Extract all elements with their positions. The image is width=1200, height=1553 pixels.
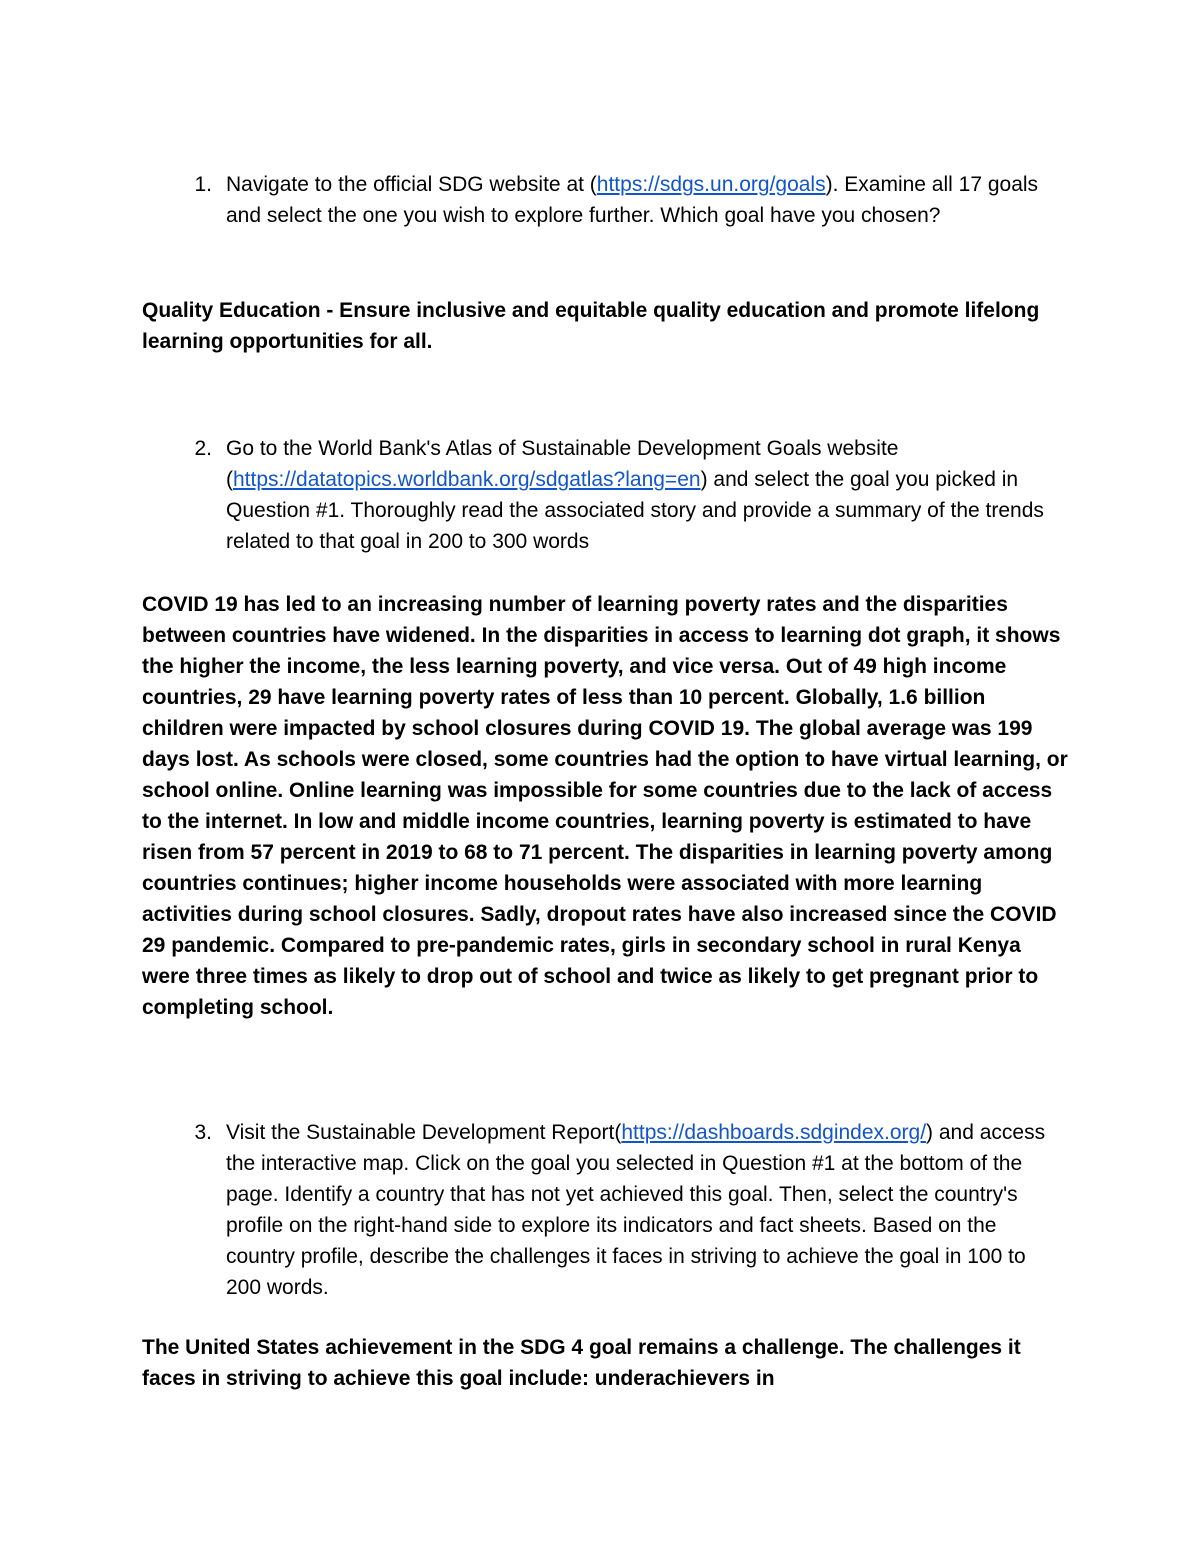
question-2 [142, 433, 1062, 557]
question-number: 1. [194, 173, 212, 196]
answer-3: The United States achievement in the SDG 4 goal remains a challenge. The challenges it faces in striving to achieve this goal include: underachievers in [142, 1336, 1021, 1390]
sdg-index-dashboard-link[interactable]: https://dashboards.sdgindex.org/ [621, 1121, 927, 1144]
answer-1: Quality Education - Ensure inclusive and equitable quality education and promote lifelong learning opportunities for all. [142, 299, 1040, 353]
question-text-before-link: Visit the Sustainable Development Report( [226, 1121, 622, 1144]
question-number: 2. [194, 437, 212, 460]
question-3 [142, 1117, 1062, 1303]
question-text [212, 433, 1062, 557]
question-number: 3. [194, 1121, 212, 1144]
question-text-after-link: ). Examine all 17 goals and select the one you wish to explore further. Which goal have you chosen? [226, 173, 1039, 227]
question-text [212, 1117, 1062, 1303]
sdg-goals-link[interactable]: https://sdgs.un.org/goals [596, 173, 826, 196]
question-1 [142, 169, 1062, 231]
question-text-before-link: Go to the World Bank's Atlas of Sustainable Development Goals website ( [226, 437, 899, 491]
question-text-after-link: ) and access the interactive map. Click on the goal you selected in Question #1 at the bottom of the page. Identify a country that has not yet achieved this goal. Then, select the country's profile on the right-hand side to explore its indicators and fact sheets. Based on the country profile, describe the challenges it faces in striving to achieve the goal in 100 to 200 words. [226, 1121, 1046, 1299]
question-text [212, 169, 1062, 231]
question-text-after-link: ) and select the goal you picked in Question #1. Thoroughly read the associated story and provide a summary of the trends related to that goal in 200 to 300 words [226, 468, 1044, 553]
world-bank-atlas-link[interactable]: https://datatopics.worldbank.org/sdgatlas?lang=en [233, 468, 701, 491]
answer-2: COVID 19 has led to an increasing number of learning poverty rates and the disparities between countries have widened. In the disparities in access to learning dot graph, it shows the higher the income, the less learning poverty, and vice versa. Out of 49 high income countries, 29 have learning poverty rates of less than 10 percent. Globally, 1.6 billion children were impacted by school closures during COVID 19. The global average was 199 days lost. As schools were closed, some countries had the option to have virtual learning, or school online. Online learning was impossible for some countries due to the lack of access to the internet. In low and middle income countries, learning poverty is estimated to have risen from 57 percent in 2019 to 68 to 71 percent. The disparities in learning poverty among countries continues; higher income households were associated with more learning activities during school closures. Sadly, dropout rates have also increased since the COVID 29 pandemic. Compared to pre-pandemic rates, girls in secondary school in rural Kenya were three times as likely to drop out of school and twice as likely to get pregnant prior to completing school. [142, 593, 1068, 1019]
question-text-before-link: Navigate to the official SDG website at ( [226, 173, 597, 196]
